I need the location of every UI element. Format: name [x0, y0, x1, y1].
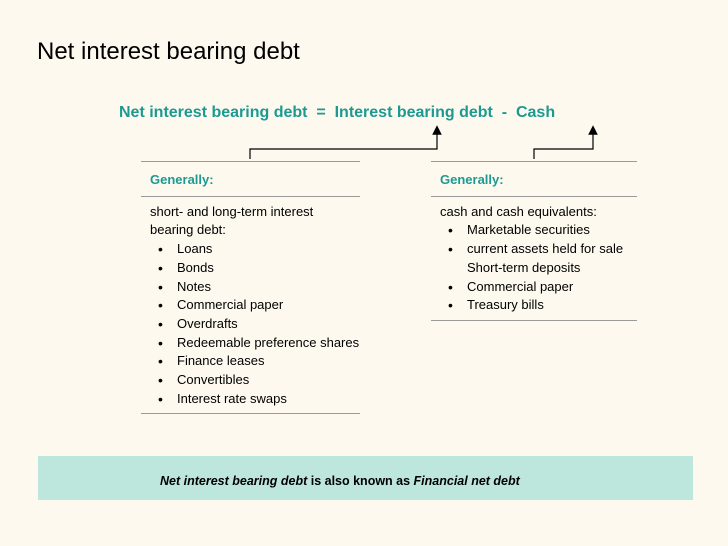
formula-minus: -	[501, 104, 508, 121]
list-item-overdrafts: • Overdrafts	[158, 315, 360, 334]
right-column-header: Generally:	[440, 172, 504, 187]
slide-title: Net interest bearing debt	[37, 38, 300, 65]
note-text	[160, 474, 520, 488]
list-item-notes: • Notes	[158, 278, 360, 297]
right-column-intro: cash and cash equivalents:	[440, 203, 597, 219]
list-item-commercial-paper: • Commercial paper	[158, 296, 360, 315]
note-middle: is also known as	[307, 474, 414, 488]
formula-term-interest-bearing-debt: Interest bearing debt	[334, 104, 493, 121]
note-alias: Financial net debt	[413, 474, 520, 488]
left-column-list	[150, 240, 360, 408]
right-column-list	[440, 221, 637, 315]
right-column	[431, 161, 637, 321]
left-column-header: Generally:	[150, 172, 214, 187]
formula-term-cash: Cash	[515, 104, 556, 121]
list-item-finance-leases: • Finance leases	[158, 352, 360, 371]
left-column	[141, 161, 360, 414]
list-item-loans: • Loans	[158, 240, 360, 259]
left-connector-arrow	[250, 130, 437, 159]
left-column-bottom-rule	[141, 413, 360, 414]
list-item-current-assets-held-for-sale: • current assets held for sale Short-term deposits	[448, 240, 637, 277]
right-connector-arrow	[534, 130, 593, 159]
list-item-convertibles: • Convertibles	[158, 371, 360, 390]
list-item-treasury-bills: • Treasury bills	[448, 296, 637, 315]
formula-lhs: Net interest bearing debt	[119, 104, 308, 121]
formula-equals: =	[316, 104, 326, 121]
list-item-bonds: • Bonds	[158, 259, 360, 278]
note-term: Net interest bearing debt	[160, 474, 308, 488]
right-column-bottom-rule	[431, 320, 637, 321]
list-item-marketable-securities: • Marketable securities	[448, 221, 637, 240]
list-item-commercial-paper: • Commercial paper	[448, 278, 637, 297]
left-column-intro: short- and long-term interest bearing debt:	[150, 203, 314, 238]
list-item-redeemable-preference-shares: • Redeemable preference shares	[158, 334, 360, 353]
list-item-interest-rate-swaps: • Interest rate swaps	[158, 390, 360, 409]
